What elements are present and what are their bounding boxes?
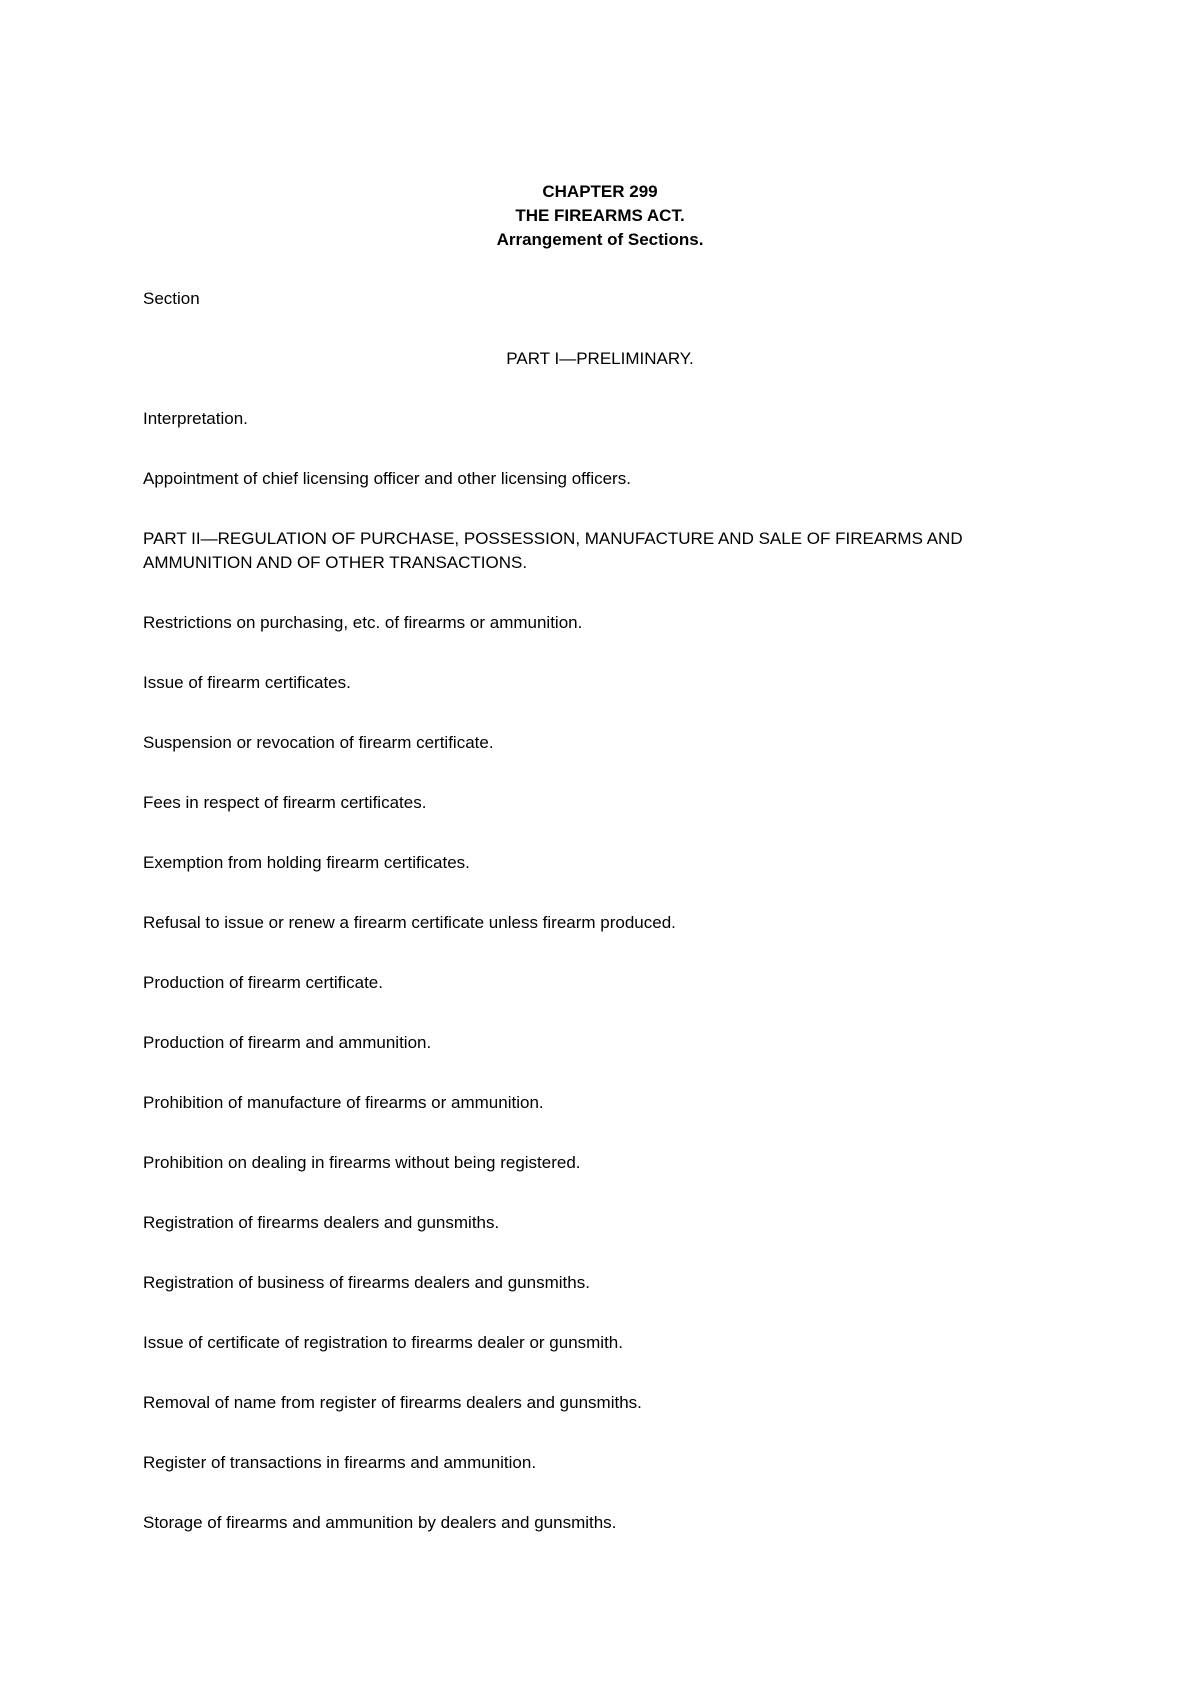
section-entry: Suspension or revocation of firearm certificate.	[143, 733, 494, 752]
section-entry: Issue of certificate of registration to firearms dealer or gunsmith.	[143, 1333, 623, 1352]
section-entry: Interpretation.	[143, 409, 248, 428]
section-entry: Restrictions on purchasing, etc. of firearms or ammunition.	[143, 613, 583, 632]
section-entry: Production of firearm and ammunition.	[143, 1033, 432, 1052]
document-header	[0, 180, 1200, 252]
section-entry: Prohibition of manufacture of firearms or ammunition.	[143, 1093, 544, 1112]
act-title: THE FIREARMS ACT.	[515, 206, 685, 225]
part-one-heading: PART I—PRELIMINARY.	[506, 349, 694, 368]
section-entry: Storage of firearms and ammunition by dealers and gunsmiths.	[143, 1513, 617, 1532]
section-entry: Registration of firearms dealers and gunsmiths.	[143, 1213, 500, 1232]
arrangement-subtitle: Arrangement of Sections.	[496, 230, 704, 249]
section-list	[143, 407, 1043, 1571]
section-column-label: Section	[143, 289, 200, 308]
section-entry: Registration of business of firearms dealers and gunsmiths.	[143, 1273, 590, 1292]
section-entry: Refusal to issue or renew a firearm certificate unless firearm produced.	[143, 913, 676, 932]
chapter-number: CHAPTER 299	[542, 182, 658, 201]
section-entry: Production of firearm certificate.	[143, 973, 383, 992]
section-entry: Issue of firearm certificates.	[143, 673, 351, 692]
section-entry: Appointment of chief licensing officer and other licensing officers.	[143, 469, 631, 488]
section-entry: Prohibition on dealing in firearms without being registered.	[143, 1153, 581, 1172]
section-entry: Fees in respect of firearm certificates.	[143, 793, 427, 812]
section-entry: Removal of name from register of firearms dealers and gunsmiths.	[143, 1393, 642, 1412]
part-two-heading: PART II—REGULATION OF PURCHASE, POSSESSION, MANUFACTURE AND SALE OF FIREARMS AND AMMUNITION AND OF OTHER TRANSACTIONS.	[143, 529, 963, 572]
section-entry: Register of transactions in firearms and ammunition.	[143, 1453, 537, 1472]
section-entry: Exemption from holding firearm certificates.	[143, 853, 470, 872]
